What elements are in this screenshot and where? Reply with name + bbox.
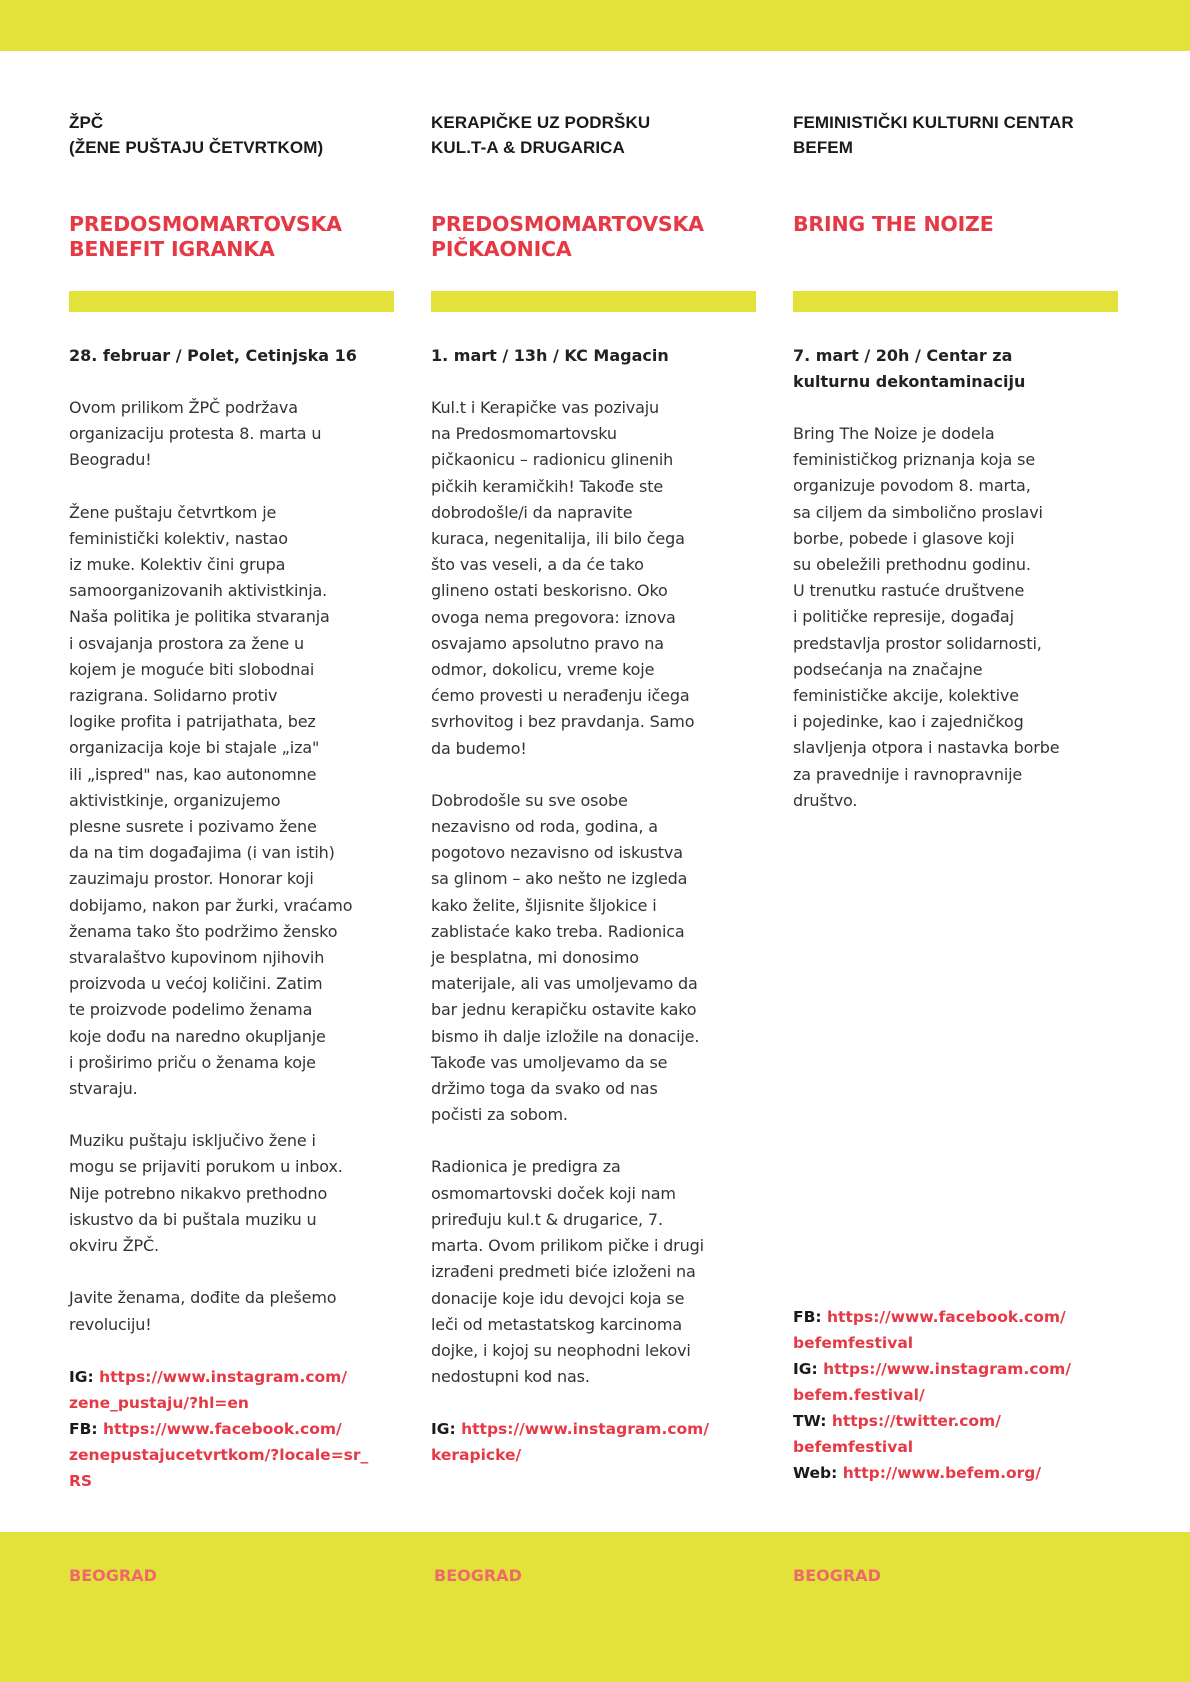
link-twitter[interactable]: [793, 1408, 1128, 1460]
link-url[interactable]: https://www.instagram.com/ kerapicke/: [431, 1420, 709, 1465]
event-paragraph: Dobrodošle su sve osobe nezavisno od roda, godina, a pogotovo nezavisno od iskustva sa glinom – ako nešto ne izgleda kako želite, šljisnite šljokice i zablistaće kako treba. Radionica je besplatna, mi donosimo materijale, ali vas umoljevamo da bar jednu kerapičku ostavite kako bismo ih dalje izložile na donacije. Takođe vas umoljevamo da se držimo toga da svako od nas počisti za sobom.: [431, 790, 700, 1125]
link-label: TW:: [793, 1412, 827, 1430]
link-facebook[interactable]: [793, 1304, 1128, 1356]
organizer-heading: ŽPČ (ŽENE PUŠTAJU ČETVRTKOM): [69, 113, 324, 157]
top-color-band: [0, 0, 1190, 51]
event-title: BRING THE NOIZE: [793, 212, 994, 236]
event-paragraph: Žene puštaju četvrtkom je feministički kolektiv, nastao iz muke. Kolektiv čini grupa samoorganizovanih aktivistkinja. Naša politika je politika stvaranja i osvajanja prostora za žene u kojem je moguće biti slobodnai razigrana. Solidarno protiv logike profita i patrijathata, bez organizacija koje bi stajale „iza" ili „ispred" nas, kao autonomne aktivistkinje, organizujemo plesne susrete i pozivamo žene da na tim događajima (i van istih) zauzimaju prostor. Honorar koji dobijamo, nakon par žurki, vraćamo ženama tako što podržimo žensko stvaralaštvo kupovinom njihovih proizvoda u većoj količini. Zatim te proizvode podelimo ženama koje dođu na naredno okupljanje i proširimo priču o ženama koje stvaraju.: [69, 502, 353, 1099]
event-title: PREDOSMOMARTOVSKA PIČKAONICA: [431, 212, 704, 261]
footer-city-label: BEOGRAD: [69, 1566, 157, 1585]
event-paragraph: Kul.t i Kerapičke vas pozivaju na Predosmomartovsku pičkaonicu – radionicu glinenih pičkih keramičkih! Takođe ste dobrodošle/i da napravite kuraca, negenitalija, ili bilo čega što vas veseli, a da će tako glineno ostati beskorisno. Oko ovoga nema pregovora: iznova osvajamo apsolutno pravo na odmor, dokolicu, vreme koje ćemo provesti u nerađenju ičega svrhovitog i bez pravdanja. Samo da budemo!: [431, 398, 695, 758]
link-label: Web:: [793, 1464, 838, 1482]
organizer-heading: FEMINISTIČKI KULTURNI CENTAR BEFEM: [793, 113, 1074, 157]
link-facebook[interactable]: [69, 1416, 404, 1494]
organizer-heading: KERAPIČKE UZ PODRŠKU KUL.T-A & DRUGARICA: [431, 113, 651, 157]
link-url[interactable]: http://www.befem.org/: [842, 1464, 1042, 1482]
event-content: [793, 343, 1128, 814]
link-url[interactable]: https://www.facebook.com/ zenepustajucetvrtkom/?locale=sr_ RS: [69, 1419, 369, 1490]
footer-color-band: [0, 1532, 1190, 1682]
event-paragraph: Bring The Noize je dodela feminističkog priznanja koja se organizuje povodom 8. marta, sa ciljem da simbolično proslavi borbe, pobede i glasove koji su obeležili prethodnu godinu. U trenutku rastuće društvene i političke represije, događaj predstavlja prostor solidarnosti, podsećanja na značajne feminističke akcije, kolektive i pojedinke, kao i zajedničkog slavljenja otpora i nastavka borbe za pravednije i ravnopravnije društvo.: [793, 424, 1060, 810]
footer-city-label: BEOGRAD: [793, 1566, 881, 1585]
accent-bar: [793, 291, 1118, 312]
link-url[interactable]: https://www.facebook.com/ befemfestival: [793, 1308, 1066, 1352]
social-links: [431, 1416, 766, 1468]
link-instagram[interactable]: [431, 1416, 766, 1468]
accent-bar: [69, 291, 394, 312]
link-label: IG:: [69, 1367, 94, 1386]
link-label: IG:: [793, 1360, 818, 1378]
event-paragraph: Radionica je predigra za osmomartovski doček koji nam priređuju kul.t & drugarice, 7. marta. Ovom prilikom pičke i drugi izrađeni predmeti biće izloženi na donacije koje idu devojci koja se leči od metastatskog karcinoma dojke, i kojoj su neophodni lekovi nedostupni kod nas.: [431, 1157, 704, 1387]
link-label: FB:: [69, 1419, 98, 1438]
event-paragraph: Ovom prilikom ŽPČ podržava organizaciju protesta 8. marta u Beogradu!: [69, 398, 322, 470]
event-date-location: 1. mart / 13h / KC Magacin: [431, 346, 669, 365]
link-instagram[interactable]: [69, 1364, 404, 1416]
event-paragraph: Javite ženama, dođite da plešemo revoluciju!: [69, 1288, 337, 1334]
event-content: [431, 343, 766, 1468]
event-date-location: 28. februar / Polet, Cetinjska 16: [69, 346, 357, 365]
link-label: FB:: [793, 1308, 822, 1326]
social-links: [69, 1364, 404, 1494]
event-content: [69, 343, 404, 1494]
link-website[interactable]: [793, 1460, 1128, 1486]
footer-city-label: BEOGRAD: [434, 1566, 522, 1585]
link-url[interactable]: https://twitter.com/ befemfestival: [793, 1412, 1001, 1456]
event-paragraph: Muziku puštaju isključivo žene i mogu se prijaviti porukom u inbox. Nije potrebno nikakvo prethodno iskustvo da bi puštala muziku u okviru ŽPČ.: [69, 1131, 343, 1256]
link-instagram[interactable]: [793, 1356, 1128, 1408]
link-url[interactable]: https://www.instagram.com/ befem.festival/: [793, 1360, 1071, 1404]
event-date-location: 7. mart / 20h / Centar za kulturnu dekontaminaciju: [793, 346, 1026, 391]
accent-bar: [431, 291, 756, 312]
social-links: [793, 1304, 1128, 1486]
link-label: IG:: [431, 1420, 456, 1439]
link-url[interactable]: https://www.instagram.com/ zene_pustaju/?hl=en: [69, 1367, 347, 1412]
event-title: PREDOSMOMARTOVSKA BENEFIT IGRANKA: [69, 212, 342, 261]
